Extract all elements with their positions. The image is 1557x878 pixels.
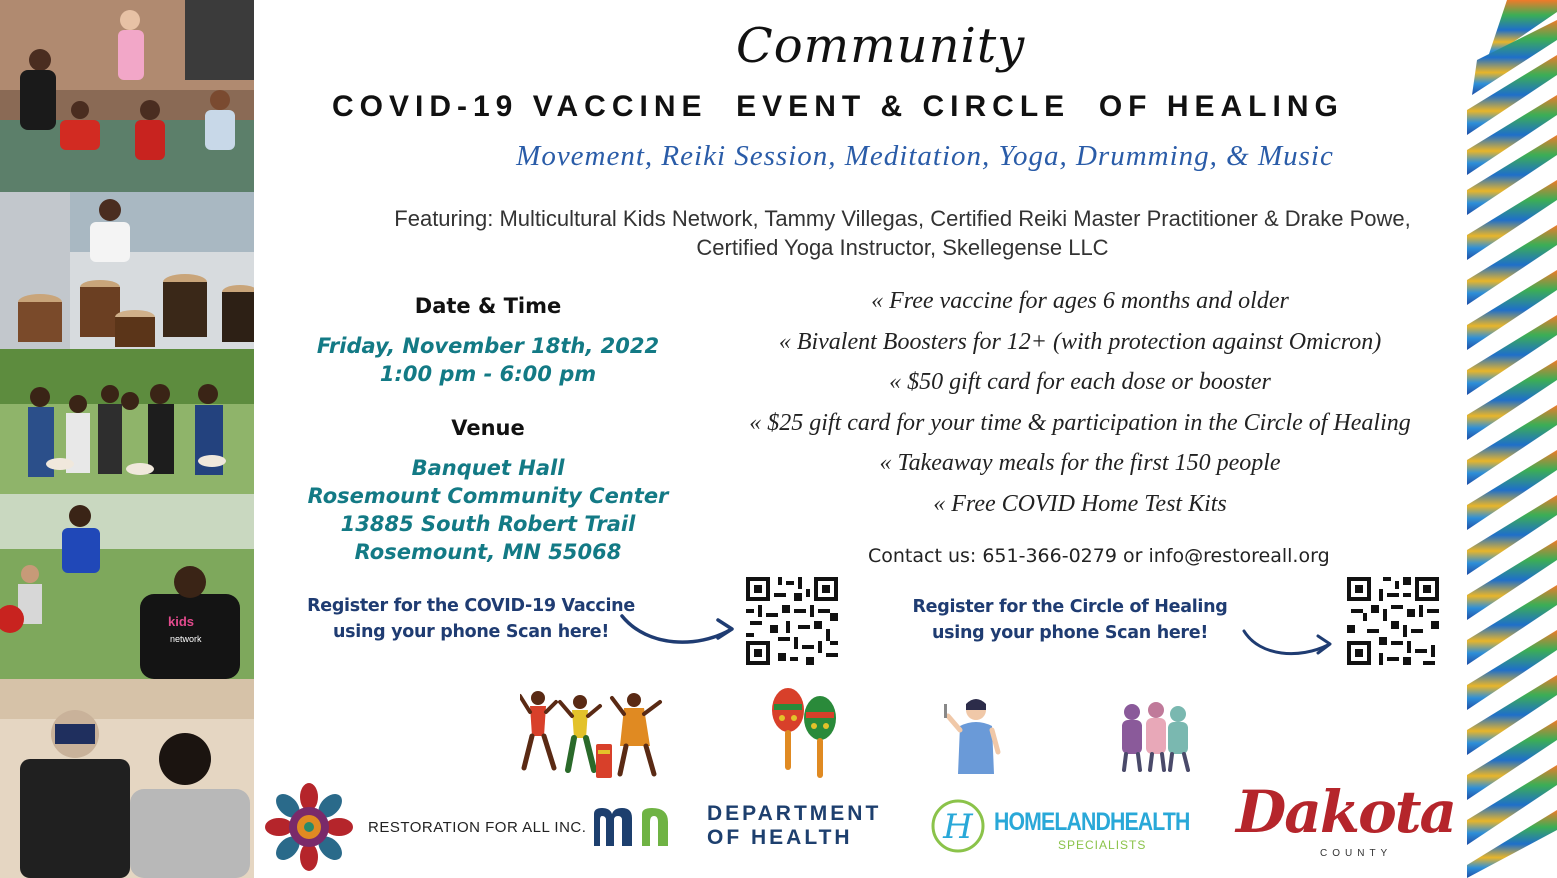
event-date-time [288, 332, 688, 388]
dancers-icon [520, 688, 668, 782]
featuring-text [300, 204, 1505, 262]
mn-dept-line-1: DEPARTMENT [707, 802, 882, 825]
mn-dept-health-text [707, 802, 881, 850]
register-vaccine-text [281, 593, 661, 645]
homeland-sub-text: SPECIALISTS [1058, 838, 1147, 852]
restoration-logo-text: RESTORATION FOR ALL INC. [368, 819, 587, 836]
vaccine-qr-code[interactable] [746, 576, 838, 666]
register-healing-line-1: Register for the Circle of Healing [912, 597, 1228, 617]
arrow-icon [1240, 625, 1336, 661]
photo-kids-jumping [0, 494, 254, 679]
script-title: Community [736, 18, 1026, 74]
contact-info: Contact us: 651-366-0279 or info@restoreall.org [868, 545, 1330, 567]
offer-item: « Bivalent Boosters for 12+ (with protection against Omicron) [778, 328, 1382, 355]
photo-strip [0, 0, 254, 878]
register-vaccine-line-2: using your phone Scan here! [332, 622, 610, 642]
maracas-icon [768, 682, 842, 780]
venue-line: 13885 South Robert Trail [340, 512, 636, 536]
activities-subtitle: Movement, Reiki Session, Meditation, Yoga, Drumming, & Music [516, 140, 1334, 172]
event-date: Friday, November 18th, 2022 [316, 334, 660, 358]
register-vaccine-line-1: Register for the COVID-19 Vaccine [307, 596, 635, 616]
date-time-heading: Date & Time [414, 294, 562, 318]
dakota-county-text: COUNTY [1320, 848, 1393, 859]
healing-qr-code[interactable] [1347, 576, 1439, 666]
svg-text:network: network [170, 634, 202, 644]
photo-kids-dancing [0, 0, 254, 192]
venue-line: Rosemount Community Center [307, 484, 669, 508]
photo-vaccination [0, 679, 254, 878]
offer-item: « $50 gift card for each dose or booster [889, 369, 1271, 395]
mn-dept-line-2: OF HEALTH [707, 826, 853, 849]
photo-drummer [0, 192, 254, 349]
register-healing-line-2: using your phone Scan here! [931, 623, 1209, 643]
decorative-stripes [1467, 0, 1557, 878]
dakota-logo-text: Dakota [1236, 778, 1456, 846]
venue-address [288, 454, 688, 566]
register-healing-text [880, 594, 1260, 646]
nurse-icon [942, 694, 1008, 778]
featuring-line-2: Certified Yoga Instructor, Skellegense LLC [696, 235, 1109, 260]
main-title: COVID-19 VACCINE EVENT & CIRCLE OF HEALING [332, 90, 1344, 123]
offers-list [705, 284, 1455, 527]
photo-drum-group [0, 349, 254, 494]
venue-heading: Venue [451, 416, 525, 440]
venue-line: Rosemount, MN 55068 [354, 540, 622, 564]
offer-item: « Takeaway meals for the first 150 people [879, 450, 1281, 476]
svg-text:kids: kids [168, 614, 195, 629]
homeland-h-icon [928, 798, 988, 854]
offer-item: « Free COVID Home Test Kits [933, 490, 1227, 517]
homeland-logo-text: HOMELANDHEALTH [994, 808, 1190, 836]
venue-line: Banquet Hall [411, 456, 565, 480]
restoration-for-all-logo-icon [262, 782, 356, 872]
hugging-people-icon [1112, 700, 1200, 772]
mn-logo-icon [590, 806, 698, 848]
offer-item: « $25 gift card for your time & participation in the Circle of Healing [749, 409, 1411, 436]
offer-item: « Free vaccine for ages 6 months and older [871, 288, 1289, 314]
arrow-icon [618, 608, 740, 652]
svg-text:H: H [943, 807, 973, 847]
featuring-line-1: Featuring: Multicultural Kids Network, Tammy Villegas, Certified Reiki Master Practitioner & Drake Powe, [394, 206, 1411, 231]
event-time: 1:00 pm - 6:00 pm [379, 362, 597, 386]
